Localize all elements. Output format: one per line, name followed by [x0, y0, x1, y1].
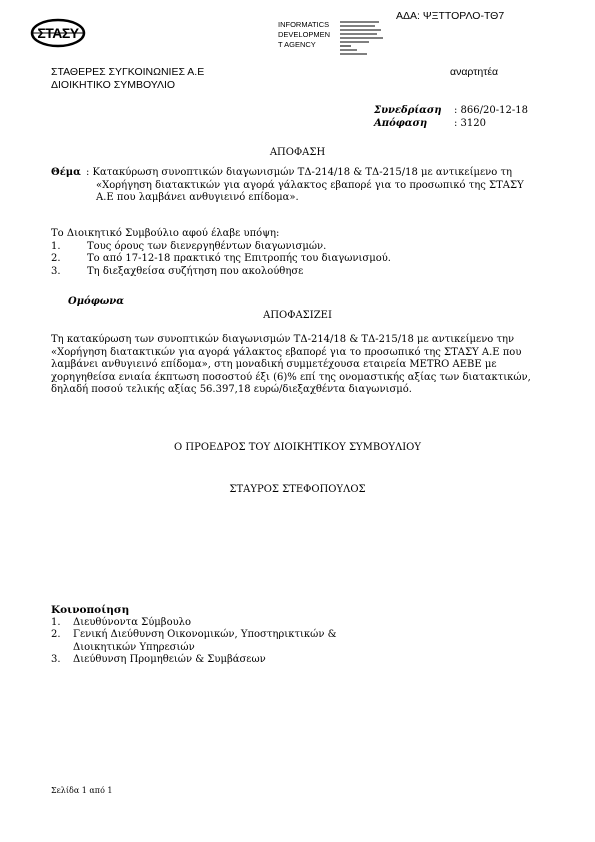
org-board: ΔΙΟΙΚΗΤΙΚΟ ΣΥΜΒΟΥΛΙΟ	[51, 79, 176, 91]
distribution-label: Κοινοποίηση	[51, 604, 130, 616]
list-item: 3. Διεύθυνση Προμηθειών & Συμβάσεων	[51, 654, 266, 665]
org-block	[51, 66, 204, 92]
stasy-logo	[30, 18, 86, 48]
subject-block	[51, 167, 524, 205]
list-item: 2. Το από 17-12-18 πρακτικό της Επιτροπής του διαγωνισμού.	[51, 253, 391, 264]
unanimous-label: Ομόφωνα	[68, 296, 124, 307]
list-item: 3. Τη διεξαχθείσα συζήτηση που ακολούθησε	[51, 265, 304, 277]
session-label: Συνεδρίαση	[374, 105, 442, 116]
decision-value: : 3120	[454, 117, 486, 129]
org-name: ΣΤΑΘΕΡΕΣ ΣΥΓΚΟΙΝΩΝΙΕΣ Α.Ε	[51, 66, 205, 78]
agency-stamp-seal	[339, 20, 389, 58]
subject-line-2: «Χορήγηση διατακτικών για αγορά γάλακτος εβαπορέ για το προσωπικό της ΣΤΑΣΥ	[96, 179, 524, 191]
decision-label: Απόφαση	[374, 117, 428, 129]
list-item: 1. Διευθύνοντα Σύμβουλο	[51, 616, 192, 628]
session-value: : 866/20-12-18	[454, 105, 528, 116]
list-item: 2. Γενική Διεύθυνση Οικονομικών, Υποστηρικτικών & Διοικητικών Υπηρεσιών	[51, 629, 337, 653]
considerations-intro: Το Διοικητικό Συμβούλιο αφού έλαβε υπόψη:	[51, 228, 280, 239]
decides-heading: ΑΠΟΦΑΣΙΖΕΙ	[263, 310, 332, 321]
subject-line-3: Α.Ε που λαμβάνει ανθυγιεινό επίδομα».	[96, 192, 299, 203]
list-item: 1. Τους όρους των διενεργηθέντων διαγωνισμών.	[51, 240, 327, 252]
logo-text: ΣΤΑΣΥ	[37, 25, 79, 41]
page-number: Σελίδα 1 από 1	[51, 786, 113, 795]
considerations-block	[51, 228, 391, 278]
decision-body: Τη κατακύρωση των συνοπτικών διαγωνισμών ΤΔ-214/18 & ΤΔ-215/18 με αντικείμενο την «Χορήγηση διατακτικών για αγορά γάλακτος εβαπορέ για το προσωπικό της ΣΤΑΣΥ Α.Ε που λαμβάνει ανθυγιεινό επίδομα», στη μοναδική συμμετέχουσα εταιρεία METRO ΑΕΒΕ με χορηγηθείσα ενιαία έκπτωση ποσοστού έξι (6)% επί της ονομαστικής αξίας των διατακτικών, δηλαδή ποσού τελικής αξίας 56.397,18 ευρώ/διεξαχθέντα διαγωνισμό.	[51, 334, 531, 395]
subject-label: Θέμα	[51, 167, 81, 178]
meta-block	[374, 105, 528, 130]
agency-name: INFORMATICS DEVELOPMEN T AGENCY	[278, 20, 331, 49]
posted-label: αναρτητέα	[450, 66, 499, 78]
distribution-block	[51, 604, 336, 667]
ada-code: ΑΔΑ: ΨΞΤΤΟΡΛΟ-ΤΘ7	[396, 10, 505, 22]
subject-line-1: : Κατακύρωση συνοπτικών διαγωνισμών ΤΔ-214/18 & ΤΔ-215/18 με αντικείμενο τη	[86, 167, 512, 178]
signatory-name: ΣΤΑΥΡΟΣ ΣΤΕΦΟΠΟΥΛΟΣ	[229, 484, 366, 495]
signatory-role: Ο ΠΡΟΕΔΡΟΣ ΤΟΥ ΔΙΟΙΚΗΤΙΚΟΥ ΣΥΜΒΟΥΛΙΟΥ	[174, 442, 421, 453]
document-title: ΑΠΟΦΑΣΗ	[269, 147, 326, 158]
